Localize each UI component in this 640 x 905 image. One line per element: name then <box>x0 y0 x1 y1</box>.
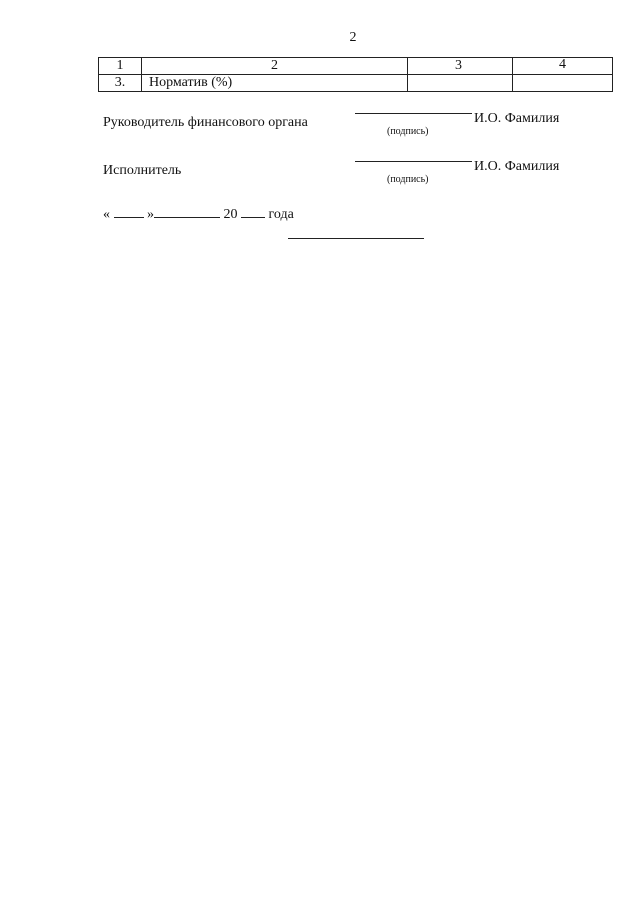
table-row <box>99 75 613 92</box>
date-line <box>103 205 294 223</box>
head-signature-line[interactable] <box>355 113 472 114</box>
row-number-cell: 3. <box>99 75 142 92</box>
norm-table <box>98 57 613 92</box>
date-open-quote: « <box>103 207 110 222</box>
executor-label: Исполнитель <box>103 163 182 178</box>
row-col3-cell <box>408 75 513 92</box>
date-suffix: года <box>268 207 294 222</box>
header-cell-1: 1 <box>99 58 142 75</box>
header-cell-4: 4 <box>513 58 613 75</box>
row-name-cell: Норматив (%) <box>142 75 408 92</box>
header-cell-3: 3 <box>408 58 513 75</box>
head-name: И.О. Фамилия <box>474 111 560 126</box>
year-blank[interactable] <box>241 205 265 218</box>
executor-signature-caption: (подпись) <box>387 174 429 185</box>
closing-rule <box>288 238 424 239</box>
row-col4-cell <box>513 75 613 92</box>
date-close-quote: » <box>147 207 154 222</box>
executor-signature-line[interactable] <box>355 161 472 162</box>
executor-name: И.О. Фамилия <box>474 159 560 174</box>
year-prefix: 20 <box>223 207 238 222</box>
day-blank[interactable] <box>114 205 144 218</box>
page-number: 2 <box>349 30 357 45</box>
month-blank[interactable] <box>154 205 220 218</box>
header-cell-2: 2 <box>142 58 408 75</box>
table-header-row <box>99 58 613 75</box>
head-of-finance-label: Руководитель финансового органа <box>103 115 308 130</box>
head-signature-caption: (подпись) <box>387 126 429 137</box>
